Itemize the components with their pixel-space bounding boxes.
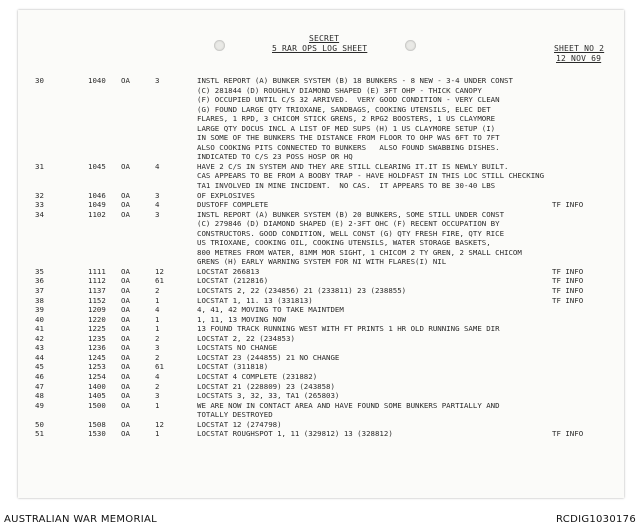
call-sign: 1 xyxy=(155,429,160,439)
serial-number: 32 xyxy=(35,190,44,200)
call-sign: 4 xyxy=(155,161,160,171)
serial-number: 45 xyxy=(35,362,44,372)
log-line xyxy=(0,324,640,334)
event-text: 1, 11, 13 MOVING NOW xyxy=(197,314,286,324)
event-text: LOCSTATS 2, 22 (234856) 21 (233811) 23 (238855) xyxy=(197,286,407,296)
time-stamp: 1500 xyxy=(88,400,106,410)
from-station: OA xyxy=(121,371,130,381)
page-title: 5 RAR OPS LOG SHEET xyxy=(272,44,368,53)
log-entry xyxy=(0,210,640,267)
log-entry xyxy=(0,382,640,392)
serial-number: 47 xyxy=(35,381,44,391)
event-text: IN SOME OF THE BUNKERS THE DISTANCE FROM FLOOR TO OHP WAS 6FT TO 7FT xyxy=(197,133,500,143)
time-stamp: 1235 xyxy=(88,333,106,343)
event-text: FLARES, 1 RPD, 3 CHICOM STICK GRENS, 2 RPG2 BOOSTERS, 1 US CLAYMORE xyxy=(197,114,496,124)
time-stamp: 1245 xyxy=(88,352,106,362)
log-line xyxy=(0,76,640,86)
call-sign: 4 xyxy=(155,305,160,315)
from-station: OA xyxy=(121,209,130,219)
event-text: 13 FOUND TRACK RUNNING WEST WITH FT PRINTS 1 HR OLD RUNNING SAME DIR xyxy=(197,324,500,334)
log-line xyxy=(0,382,640,392)
serial-number: 48 xyxy=(35,391,44,401)
event-text: INSTL REPORT (A) BUNKER SYSTEM (B) 18 BUNKERS - 8 NEW - 3-4 UNDER CONST xyxy=(197,76,513,85)
serial-number: 51 xyxy=(35,429,44,439)
from-station: OA xyxy=(121,305,130,315)
event-text: TOTALLY DESTROYED xyxy=(197,410,273,420)
from-station: OA xyxy=(121,419,130,429)
event-text: HAVE 2 C/S IN SYSTEM AND THEY ARE STILL CLEARING IT.IT IS NEWLY BUILT. xyxy=(197,161,509,171)
serial-number: 39 xyxy=(35,305,44,315)
call-sign: 61 xyxy=(155,362,164,372)
log-line xyxy=(0,248,640,258)
event-text: (C) 281844 (D) ROUGHLY DIAMOND SHAPED (E) 3FT OHP - THICK CANOPY xyxy=(197,85,482,95)
serial-number: 50 xyxy=(35,419,44,429)
log-entry xyxy=(0,353,640,363)
time-stamp: 1225 xyxy=(88,324,106,334)
log-line xyxy=(0,124,640,134)
log-entry xyxy=(0,286,640,296)
action-taken: TF INFO xyxy=(552,286,584,296)
log-line xyxy=(0,191,640,201)
log-line xyxy=(0,133,640,143)
action-taken: TF INFO xyxy=(552,266,584,276)
call-sign: 1 xyxy=(155,400,160,410)
call-sign: 12 xyxy=(155,266,164,276)
log-entry xyxy=(0,296,640,306)
action-taken: TF INFO xyxy=(552,429,584,439)
from-station: OA xyxy=(121,352,130,362)
serial-number: 36 xyxy=(35,276,44,286)
call-sign: 2 xyxy=(155,286,160,296)
call-sign: 1 xyxy=(155,295,160,305)
serial-number: 46 xyxy=(35,371,44,381)
event-text: LARGE QTY DOCUS INCL A LIST OF MED SUPS (H) 1 US CLAYMORE SETUP (I) xyxy=(197,123,496,133)
sheet-number: SHEET NO 2 xyxy=(554,44,605,53)
action-taken: TF INFO xyxy=(552,200,584,210)
event-text: LOCSTAT 12 (274798) xyxy=(197,419,282,429)
log-line xyxy=(0,353,640,363)
serial-number: 30 xyxy=(35,76,44,85)
archive-reference: RCDIG1030176 xyxy=(556,514,636,525)
call-sign: 4 xyxy=(155,371,160,381)
from-station: OA xyxy=(121,286,130,296)
serial-number: 31 xyxy=(35,161,44,171)
log-line xyxy=(0,410,640,420)
time-stamp: 1530 xyxy=(88,429,106,439)
log-line xyxy=(0,362,640,372)
serial-number: 43 xyxy=(35,343,44,353)
from-station: OA xyxy=(121,295,130,305)
call-sign: 3 xyxy=(155,190,160,200)
serial-number: 40 xyxy=(35,314,44,324)
call-sign: 1 xyxy=(155,314,160,324)
log-line xyxy=(0,276,640,286)
log-entry xyxy=(0,76,640,162)
log-entry xyxy=(0,401,640,420)
from-station: OA xyxy=(121,333,130,343)
serial-number: 49 xyxy=(35,400,44,410)
log-line xyxy=(0,429,640,439)
log-entry xyxy=(0,391,640,401)
log-line xyxy=(0,143,640,153)
punch-hole xyxy=(214,40,225,51)
log-entry xyxy=(0,372,640,382)
log-entry xyxy=(0,200,640,210)
log-line xyxy=(0,219,640,229)
time-stamp: 1253 xyxy=(88,362,106,372)
log-line xyxy=(0,95,640,105)
event-text: LOCSTAT 23 (244855) 21 NO CHANGE xyxy=(197,352,340,362)
log-line xyxy=(0,105,640,115)
time-stamp: 1152 xyxy=(88,295,106,305)
event-text: CONSTRUCTORS. GOOD CONDITION, WELL CONST (G) QTY FRESH FIRE, QTY RICE xyxy=(197,228,505,238)
call-sign: 3 xyxy=(155,343,160,353)
call-sign: 12 xyxy=(155,419,164,429)
log-entry xyxy=(0,334,640,344)
log-entry xyxy=(0,315,640,325)
event-text: LOCSTAT ROUGHSPOT 1, 11 (329812) 13 (328812) xyxy=(197,429,393,439)
log-line xyxy=(0,210,640,220)
log-entry xyxy=(0,267,640,277)
event-text: TA1 INVOLVED IN MINE INCIDENT. NO CAS. IT APPEARS TO BE 30-40 LBS xyxy=(197,181,496,191)
log-line xyxy=(0,181,640,191)
log-line xyxy=(0,114,640,124)
event-text: LOCSTAT 1, 11. 13 (331813) xyxy=(197,295,313,305)
from-station: OA xyxy=(121,343,130,353)
time-stamp: 1220 xyxy=(88,314,106,324)
log-line xyxy=(0,296,640,306)
serial-number: 44 xyxy=(35,352,44,362)
time-stamp: 1405 xyxy=(88,391,106,401)
log-line xyxy=(0,229,640,239)
from-station: OA xyxy=(121,391,130,401)
serial-number: 42 xyxy=(35,333,44,343)
event-text: LOCSTAT 4 COMPLETE (231882) xyxy=(197,371,318,381)
event-text: (F) OCCUPIED UNTIL C/S 32 ARRIVED. VERY GOOD CONDITION - VERY CLEAN xyxy=(197,95,500,105)
call-sign: 3 xyxy=(155,76,160,85)
ops-log-entries xyxy=(0,76,640,439)
serial-number: 35 xyxy=(35,266,44,276)
log-entry xyxy=(0,362,640,372)
event-text: CAS APPEARS TO BE FROM A BOOBY TRAP - HAVE HOLDFAST IN THIS LOC STILL CHECKING xyxy=(197,171,545,181)
log-line xyxy=(0,257,640,267)
event-text: 800 METRES FROM WATER, 81MM MOR SIGHT, 1 CHICOM 2 TY GREN, 2 SMALL CHICOM xyxy=(197,247,522,257)
call-sign: 2 xyxy=(155,352,160,362)
event-text: INDICATED TO C/S 23 POSS HOSP OR HQ xyxy=(197,152,353,162)
event-text: ALSO COOKING PITS CONNECTED TO BUNKERS ALSO FOUND SWABBING DISHES. xyxy=(197,142,500,152)
log-line xyxy=(0,343,640,353)
serial-number: 33 xyxy=(35,200,44,210)
classification-label: SECRET xyxy=(309,34,340,43)
from-station: OA xyxy=(121,161,130,171)
log-line xyxy=(0,334,640,344)
call-sign: 3 xyxy=(155,209,160,219)
log-entry xyxy=(0,420,640,430)
from-station: OA xyxy=(121,400,130,410)
event-text: 4, 41, 42 MOVING TO TAKE MAINTDEM xyxy=(197,305,344,315)
log-entry xyxy=(0,324,640,334)
time-stamp: 1045 xyxy=(88,161,106,171)
sheet-date: 12 NOV 69 xyxy=(556,54,602,63)
serial-number: 34 xyxy=(35,209,44,219)
time-stamp: 1049 xyxy=(88,200,106,210)
time-stamp: 1508 xyxy=(88,419,106,429)
call-sign: 2 xyxy=(155,381,160,391)
log-line xyxy=(0,286,640,296)
event-text: LOCSTAT 266813 xyxy=(197,266,260,276)
time-stamp: 1046 xyxy=(88,190,106,200)
log-line xyxy=(0,372,640,382)
from-station: OA xyxy=(121,314,130,324)
log-entry xyxy=(0,343,640,353)
time-stamp: 1112 xyxy=(88,276,106,286)
log-line xyxy=(0,420,640,430)
time-stamp: 1102 xyxy=(88,209,106,219)
event-text: WE ARE NOW IN CONTACT AREA AND HAVE FOUND SOME BUNKERS PARTIALLY AND xyxy=(197,400,500,410)
punch-hole xyxy=(405,40,416,51)
event-text: LOCSTATS NO CHANGE xyxy=(197,343,278,353)
event-text: LOCSTAT 21 (228809) 23 (243858) xyxy=(197,381,335,391)
log-line xyxy=(0,86,640,96)
time-stamp: 1111 xyxy=(88,266,106,276)
time-stamp: 1137 xyxy=(88,286,106,296)
from-station: OA xyxy=(121,276,130,286)
time-stamp: 1400 xyxy=(88,381,106,391)
log-line xyxy=(0,152,640,162)
time-stamp: 1040 xyxy=(88,76,106,85)
log-line xyxy=(0,305,640,315)
call-sign: 3 xyxy=(155,391,160,401)
log-line xyxy=(0,315,640,325)
event-text: GRENS (H) EARLY WARNING SYSTEM FOR NI WITH FLARES(I) NIL xyxy=(197,257,447,267)
from-station: OA xyxy=(121,76,130,85)
time-stamp: 1254 xyxy=(88,371,106,381)
log-line xyxy=(0,162,640,172)
event-text: LOCSTAT (212816) xyxy=(197,276,269,286)
action-taken: TF INFO xyxy=(552,276,584,286)
event-text: DUSTOFF COMPLETE xyxy=(197,200,269,210)
serial-number: 38 xyxy=(35,295,44,305)
event-text: LOCSTATS 3, 32, 33, TA1 (265803) xyxy=(197,391,340,401)
log-line xyxy=(0,171,640,181)
from-station: OA xyxy=(121,190,130,200)
call-sign: 4 xyxy=(155,200,160,210)
event-text: LOCSTAT 2, 22 (234853) xyxy=(197,333,295,343)
log-line xyxy=(0,238,640,248)
from-station: OA xyxy=(121,381,130,391)
serial-number: 41 xyxy=(35,324,44,334)
action-taken: TF INFO xyxy=(552,295,584,305)
log-line xyxy=(0,200,640,210)
archive-credit: AUSTRALIAN WAR MEMORIAL xyxy=(4,514,157,525)
serial-number: 37 xyxy=(35,286,44,296)
log-line xyxy=(0,267,640,277)
from-station: OA xyxy=(121,362,130,372)
log-entry xyxy=(0,191,640,201)
event-text: (C) 279846 (D) DIAMOND SHAPED (E) 2-3FT OHC (F) RECENT OCCUPATION BY xyxy=(197,219,500,229)
time-stamp: 1236 xyxy=(88,343,106,353)
event-text: INSTL REPORT (A) BUNKER SYSTEM (B) 20 BUNKERS, SOME STILL UNDER CONST xyxy=(197,209,505,219)
log-line xyxy=(0,391,640,401)
event-text: US TRIOXANE, COOKING OIL, COOKING UTENSILS, WATER STORAGE BASKETS, xyxy=(197,238,491,248)
event-text: OF EXPLOSIVES xyxy=(197,190,255,200)
event-text: LOCSTAT (311818) xyxy=(197,362,269,372)
from-station: OA xyxy=(121,200,130,210)
call-sign: 2 xyxy=(155,333,160,343)
log-entry xyxy=(0,276,640,286)
log-entry xyxy=(0,429,640,439)
from-station: OA xyxy=(121,429,130,439)
call-sign: 1 xyxy=(155,324,160,334)
event-text: (G) FOUND LARGE QTY TRIOXANE, SANDBAGS, COOKING UTENSILS, ELEC DET xyxy=(197,104,491,114)
log-line xyxy=(0,401,640,411)
from-station: OA xyxy=(121,324,130,334)
log-entry xyxy=(0,162,640,191)
call-sign: 61 xyxy=(155,276,164,286)
log-entry xyxy=(0,305,640,315)
from-station: OA xyxy=(121,266,130,276)
time-stamp: 1209 xyxy=(88,305,106,315)
